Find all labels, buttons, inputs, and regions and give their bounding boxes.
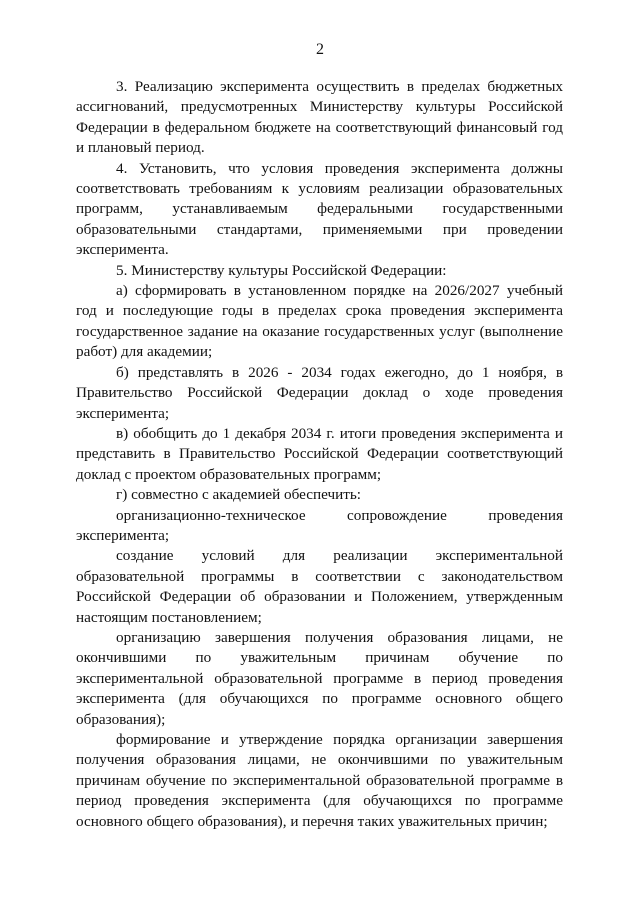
paragraph-5g-item-3: организацию завершения получения образования лицами, не окончившими по уважительным причинам обучение по экспериментальной образовательной программе в период проведения эксперимента (для обучающихся по программе основного общего образования); — [76, 628, 563, 728]
page-number: 2 — [316, 41, 324, 58]
paragraph-5g: г) совместно с академией обеспечить: — [116, 486, 362, 504]
paragraph-5v: в) обобщить до 1 декабря 2034 г. итоги проведения эксперимента и представить в Правительство Российской Федерации соответствующий доклад с проектом образовательных программ; — [76, 424, 563, 483]
paragraph-5g-item-4: формирование и утверждение порядка организации завершения получения образования лицами, не окончившими по уважительным причинам обучение по экспериментальной образовательной программе в период проведения эксперимента (для обучающихся по программе основного общего образования), и перечня таких уважительных причин; — [76, 731, 563, 830]
paragraph-5a: а) сформировать в установленном порядке на 2026/2027 учебный год и последующие годы в пределах срока проведения эксперимента государственное задание на оказание государственных услуг (выполнение работ) для академии; — [76, 282, 563, 361]
paragraph-5-heading: 5. Министерству культуры Российской Федерации: — [116, 261, 447, 279]
paragraph-4-conditions: 4. Установить, что условия проведения эксперимента должны соответствовать требованиям к условиям реализации образовательных программ, устанавливаемым федеральными государственными образовательными стандартами, применяемыми при проведении эксперимента. — [76, 159, 563, 259]
paragraph-5g-item-2: создание условий для реализации экспериментальной образовательной программы в соответствии с законодательством Российской Федерации об образовании и Положением, утвержденным настоящим постановлением; — [76, 547, 563, 626]
paragraph-3-funding: 3. Реализацию эксперимента осуществить в пределах бюджетных ассигнований, предусмотренных Министерству культуры Российской Федерации в федеральном бюджете на соответствующий финансовый год и плановый период. — [76, 78, 563, 157]
paragraph-5g-item-1: организационно-техническое сопровождение проведения эксперимента; — [76, 506, 563, 544]
document-body — [76, 77, 563, 832]
paragraph-5b: б) представлять в 2026 - 2034 годах ежегодно, до 1 ноября, в Правительство Российской Федерации доклад о ходе проведения эксперимента; — [76, 363, 563, 422]
